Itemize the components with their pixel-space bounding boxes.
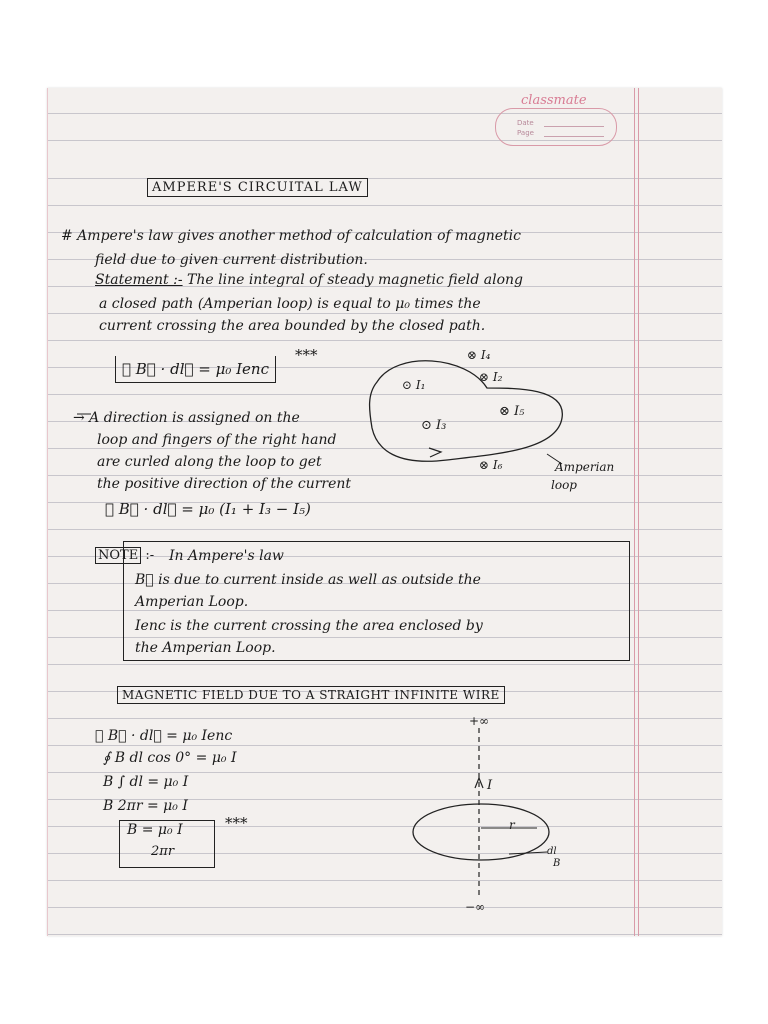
infinite-wire-diagram	[47, 88, 722, 936]
current-i1: ⊙ I₁	[402, 378, 426, 392]
note-text: Ienc is the current crossing the area enclosed by	[135, 618, 483, 634]
plus-infinity: +∞	[469, 714, 490, 728]
page-label: Page	[517, 129, 534, 137]
circular-field-line	[413, 804, 549, 860]
current-i4: ⊗ I₄	[467, 348, 491, 362]
derivation-step: ∮ B dl cos 0° = μ₀ I	[103, 750, 237, 766]
derivation-step: B ∫ dl = μ₀ I	[103, 774, 189, 790]
note-text: B⃗ is due to current inside as well as outside the	[135, 572, 481, 588]
current-i5: ⊗ I₅	[499, 404, 525, 419]
notebook-page	[47, 88, 722, 936]
intro-line: field due to given current distribution.	[95, 252, 368, 268]
current-label: I	[487, 778, 493, 793]
example-formula: ∮ B⃗ · dl⃗ = μ₀ (I₁ + I₃ − I₅)	[105, 500, 311, 518]
b-label: B	[553, 858, 561, 869]
cross-in-icon: ⊗	[499, 404, 510, 419]
brand-logo: classmate	[521, 93, 587, 108]
cross-in-icon: ⊗	[479, 370, 490, 384]
important-stars: ***	[295, 346, 318, 364]
dot-out-icon: ⊙	[402, 378, 413, 392]
current-i6: ⊗ I₆	[479, 458, 503, 472]
important-stars: ***	[225, 814, 248, 832]
current-i3: ⊙ I₃	[421, 418, 447, 433]
note-label: NOTE	[95, 547, 141, 564]
minus-infinity: −∞	[465, 900, 486, 914]
derivation-step: B 2πr = μ₀ I	[103, 798, 188, 814]
amperian-label: Amperian	[555, 460, 615, 474]
dl-label: dl	[547, 846, 557, 857]
direction-text: the positive direction of the current	[97, 476, 352, 492]
date-label: Date	[517, 119, 534, 127]
note-text: the Amperian Loop.	[135, 640, 276, 656]
direction-text: loop and fingers of the right hand	[97, 432, 337, 448]
direction-text: are curled along the loop to get	[97, 454, 322, 470]
note-text: Amperian Loop.	[135, 594, 249, 610]
radius-label: r	[509, 818, 515, 832]
result-numerator: B = μ₀ I	[127, 822, 183, 838]
direction-text: → A direction is assigned on the	[73, 410, 300, 426]
statement-label: Statement :-	[95, 272, 183, 288]
cross-in-icon: ⊗	[467, 348, 478, 362]
statement-text: The line integral of steady magnetic field along	[182, 272, 524, 288]
cross-in-icon: ⊗	[479, 458, 490, 472]
statement-text: current crossing the area bounded by the closed path.	[99, 318, 486, 334]
current-i2: ⊗ I₂	[479, 370, 503, 384]
statement-text: a closed path (Amperian loop) is equal to μ₀ times the	[99, 296, 481, 312]
note-text: In Ampere's law	[169, 548, 284, 564]
derivation-step: ∮ B⃗ · dl⃗ = μ₀ Ienc	[95, 728, 233, 744]
note-sep: :-	[145, 548, 155, 563]
dot-out-icon: ⊙	[421, 418, 432, 433]
section-title: AMPERE'S CIRCUITAL LAW	[147, 178, 368, 197]
ampere-law-formula: ∮ B⃗ · dl⃗ = μ₀ Ienc	[115, 356, 276, 383]
section-title: MAGNETIC FIELD DUE TO A STRAIGHT INFINITE WIRE	[117, 686, 505, 704]
intro-line: # Ampere's law gives another method of calculation of magnetic	[61, 228, 522, 244]
result-denominator: 2πr	[151, 844, 175, 859]
amperian-label: loop	[551, 478, 577, 492]
